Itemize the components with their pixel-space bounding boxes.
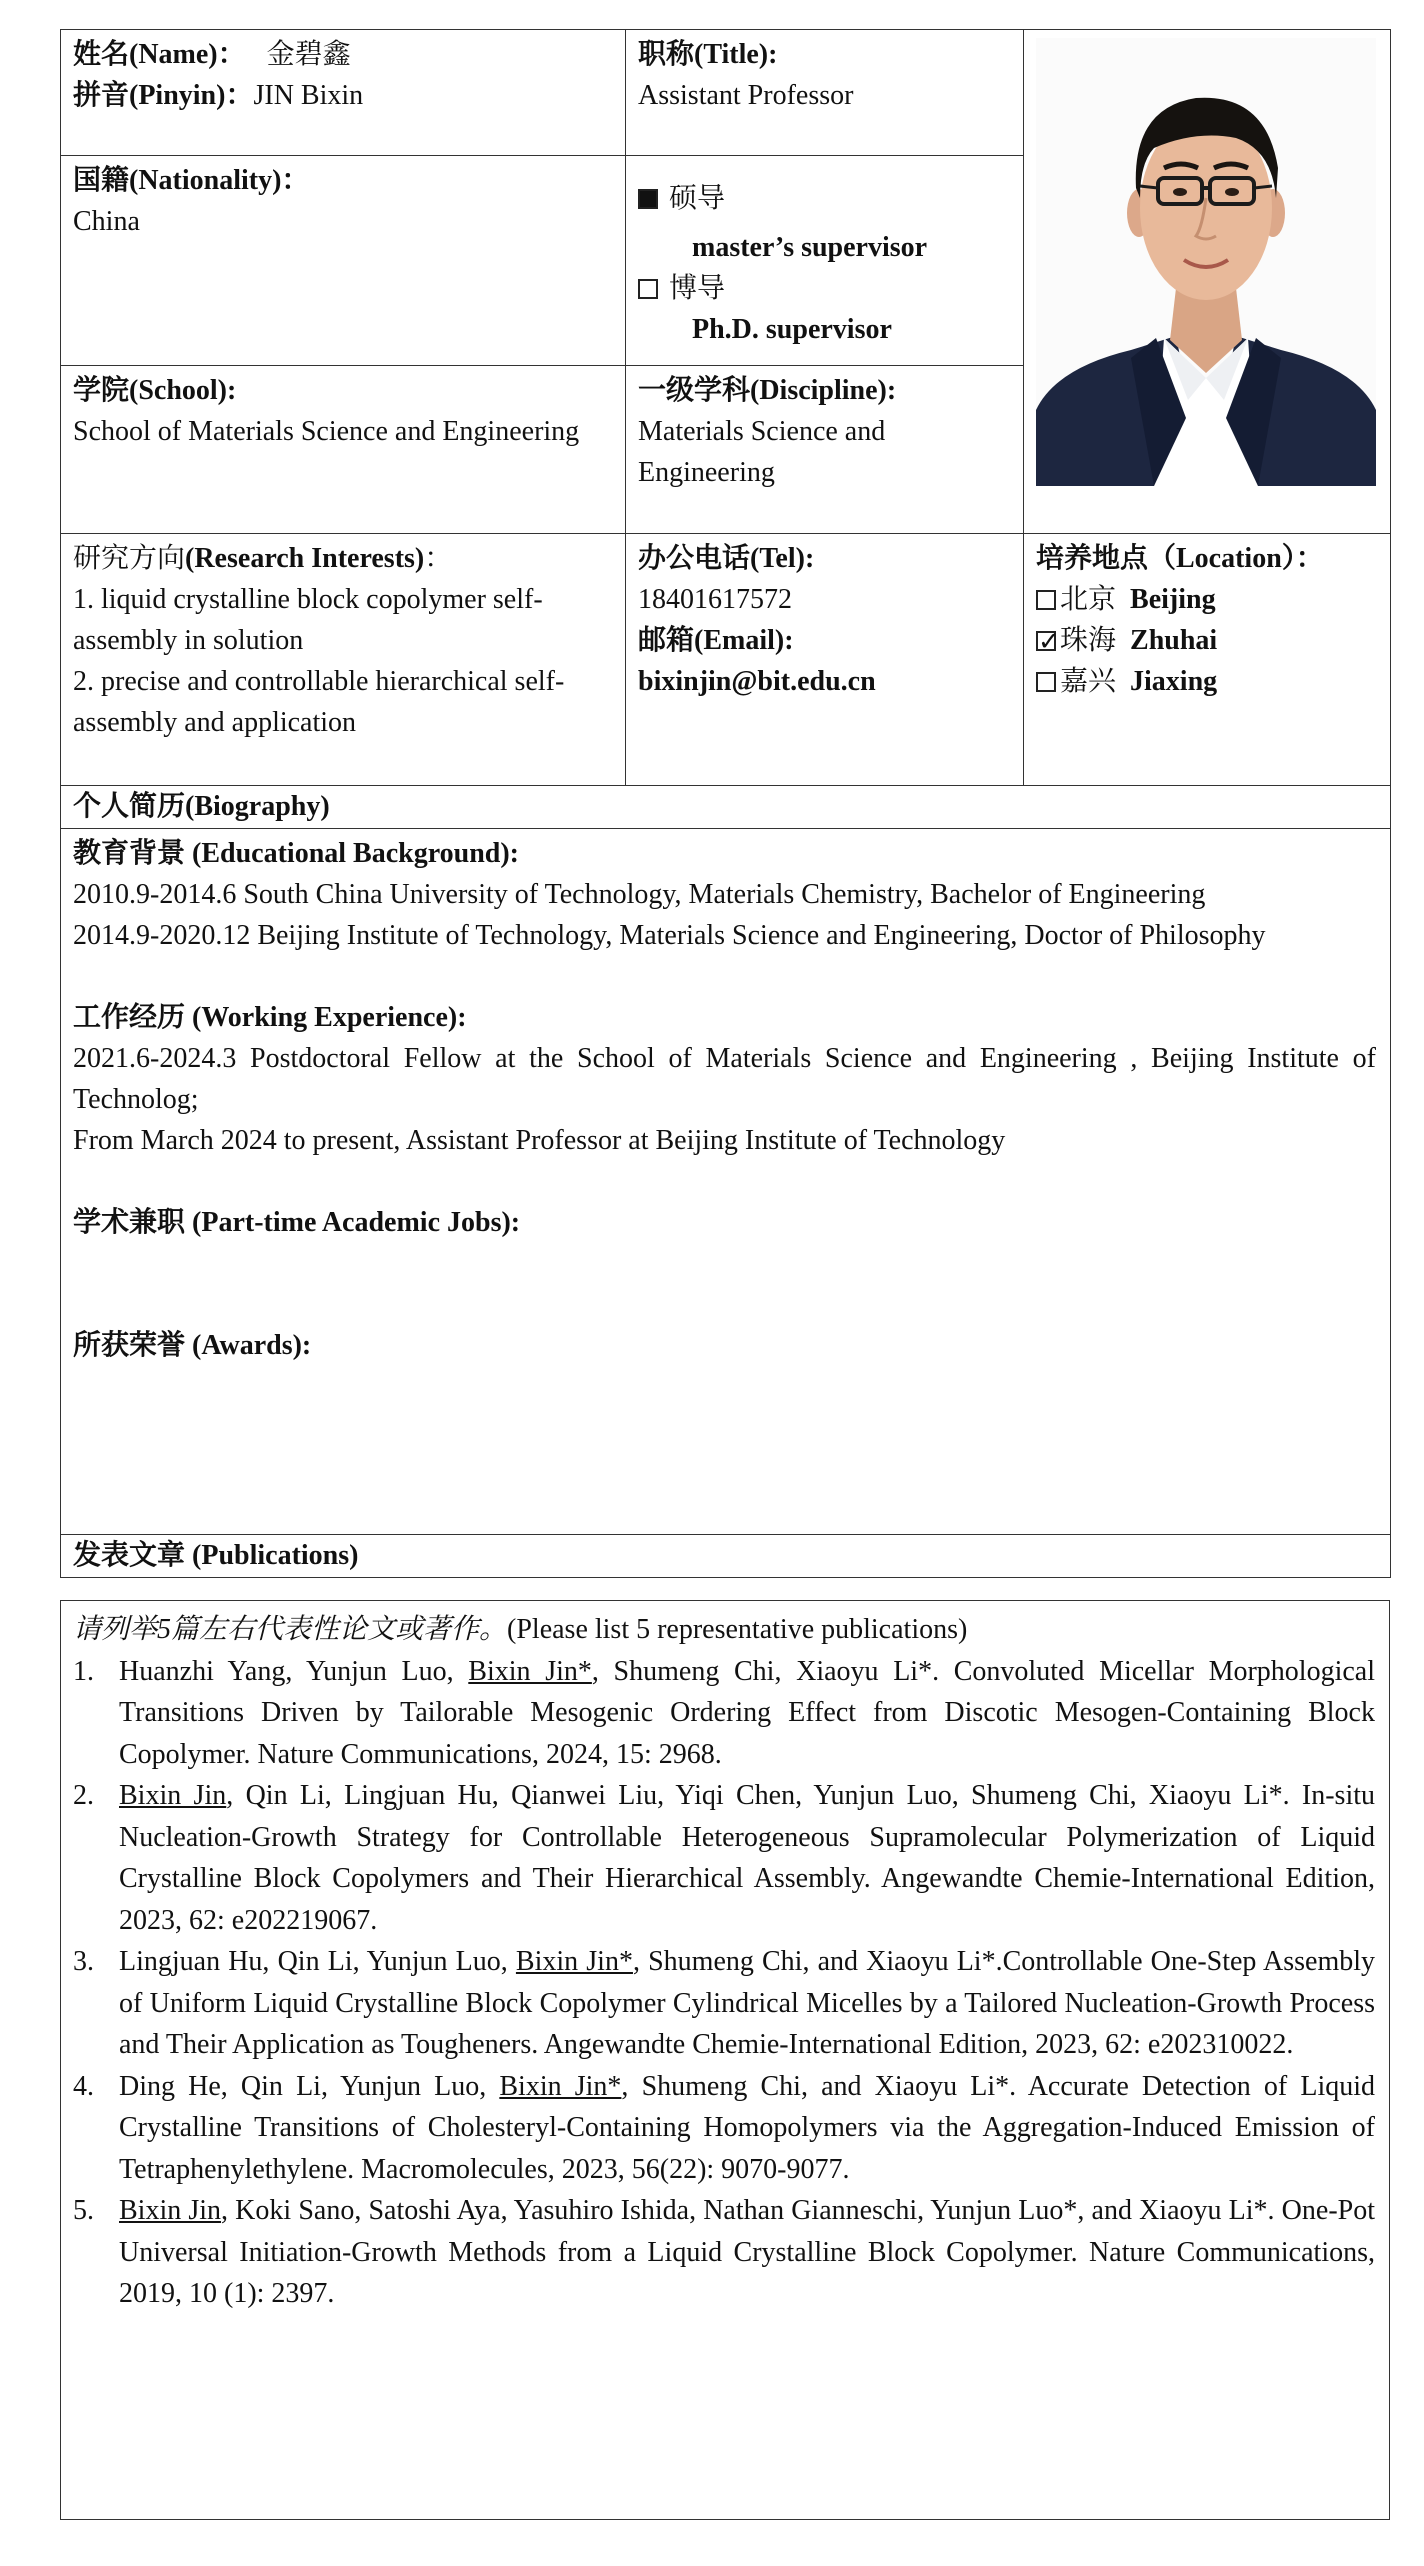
name-cell [61, 30, 626, 156]
education-heading-cn: 教育背景 [73, 838, 186, 869]
school-label: 学院(School): [73, 375, 237, 406]
pinyin-label: 拼音(Pinyin)： [73, 80, 254, 111]
work-heading-cn: 工作经历 [73, 1002, 186, 1033]
author-highlight: Bixin Jin* [499, 2070, 622, 2102]
email-label: 邮箱(Email): [638, 625, 794, 656]
master-label-cn: 硕导 [669, 183, 726, 214]
discipline-cell [626, 366, 1024, 534]
nationality-value: China [73, 206, 140, 237]
parttime-heading-en: (Part-time Academic Jobs): [192, 1207, 521, 1238]
contact-cell [626, 534, 1024, 786]
author-highlight: Bixin Jin [119, 1780, 227, 1811]
pinyin-value: JIN Bixin [253, 80, 364, 111]
author-highlight: Bixin Jin [119, 2195, 222, 2226]
publications-heading: 发表文章 (Publications) [61, 1535, 1391, 1578]
portrait-photo [1036, 38, 1376, 486]
portrait-illustration [1036, 38, 1376, 486]
publication-item: 3. Lingjuan Hu, Qin Li, Yunjun Luo, Bixin Jin*, Shumeng Chi, and Xiaoyu Li*.Controllable One-Step Assembly of Uniform Liquid Crystalline Block Copolymer Cylindrical Micelles by a Tailored Nucleation-Growth Process and Their Application as Tougheners. Angewandte Chemie-International Edition, 2023, 62: e202310022. [73, 1946, 1376, 2060]
work-item: From March 2024 to present, Assistant Professor at Beijing Institute of Technology [73, 1125, 1006, 1156]
awards-heading-cn: 所获荣誉 [73, 1330, 186, 1361]
research-label-en: (Research Interests) [185, 543, 425, 574]
checkbox-checked-icon [1036, 631, 1056, 651]
location-cell [1024, 534, 1391, 786]
email-value: bixinjin@bit.edu.cn [638, 666, 876, 697]
school-value: School of Materials Science and Engineering [73, 416, 580, 447]
supervisor-cell [626, 156, 1024, 366]
master-label-en: master’s supervisor [692, 232, 928, 263]
title-label: 职称(Title): [638, 39, 778, 70]
phd-checkbox-empty-icon [638, 279, 658, 299]
work-item: 2021.6-2024.3 Postdoctoral Fellow at the School of Materials Science and Engineering , Beijing Institute of Technolog; [73, 1043, 1376, 1115]
education-item: 2014.9-2020.12 Beijing Institute of Technology, Materials Science and Engineering, Doctor of Philosophy [73, 920, 1266, 951]
research-label-cn: 研究方向 [73, 543, 186, 574]
phd-label-en: Ph.D. supervisor [692, 314, 892, 345]
checkbox-empty-icon [1036, 672, 1056, 692]
title-value: Assistant Professor [638, 80, 854, 111]
discipline-value: Materials Science and Engineering [638, 416, 886, 488]
awards-heading-en: (Awards): [192, 1330, 312, 1361]
publication-item: 5. Bixin Jin, Koki Sano, Satoshi Aya, Yasuhiro Ishida, Nathan Gianneschi, Yunjun Luo*, and Xiaoyu Li*. One-Pot Universal Initiation-Growth Methods from a Liquid Crystalline Block Copolymer. Nature Communications, 2019, 10 (1): 2397. [73, 2195, 1375, 2309]
nationality-cell [61, 156, 626, 366]
title-cell [626, 30, 1024, 156]
tel-label: 办公电话(Tel): [638, 543, 815, 574]
location-option-jiaxing: 嘉兴 Jiaxing [1036, 661, 1376, 702]
author-highlight: Bixin Jin* [515, 1946, 633, 1977]
publication-item: 2. Bixin Jin, Qin Li, Lingjuan Hu, Qianwei Liu, Yiqi Chen, Yunjun Luo, Shumeng Chi, Xiaoyu Li*. In-situ Nucleation-Growth Strategy for Controllable Heterogeneous Supramolecular Polymerization of Liquid Crystalline Block Copolymers and Their Hierarchical Assembly. Angewandte Chemie-International Edition, 2023, 62: e202219067. [73, 1780, 1375, 1936]
education-item: 2010.9-2014.6 South China University of Technology, Materials Chemistry, Bachelor of Engineering [73, 879, 1206, 910]
master-checkbox-filled-icon [638, 189, 658, 209]
work-heading-en: (Working Experience): [192, 1002, 467, 1033]
checkbox-empty-icon [1036, 590, 1056, 610]
location-label: 培养地点（Location）： [1036, 543, 1324, 574]
research-label-colon: ： [424, 543, 453, 574]
publication-item: 1. Huanzhi Yang, Yunjun Luo, Bixin Jin*, Shumeng Chi, Xiaoyu Li*. Convoluted Micellar Morphological Transitions Driven by Tailorable Mesogenic Ordering Effect from Discotic Mesogen-Containing Block Copolymer. Nature Communications, 2024, 15: 2968. [73, 1655, 1375, 1770]
publication-item: 4. Ding He, Qin Li, Yunjun Luo, Bixin Jin*, Shumeng Chi, and Xiaoyu Li*. Accurate Detection of Liquid Crystalline Transitions of Cholesteryl-Containing Homopolymers via the Aggregation-Induced Emission of Tetraphenylethylene. Macromolecules, 2023, 56(22): 9070-9077. [73, 2070, 1375, 2185]
author-highlight: Bixin Jin* [468, 1655, 592, 1687]
research-cell [61, 534, 626, 786]
tel-value: 18401617572 [638, 584, 792, 615]
profile-table [60, 29, 1391, 1578]
research-item: 1. liquid crystalline block copolymer self-assembly in solution [73, 584, 543, 656]
name-value: 金碧鑫 [266, 39, 351, 70]
biography-heading: 个人简历(Biography) [61, 786, 1391, 829]
name-label: 姓名(Name)： [73, 39, 246, 70]
discipline-label: 一级学科(Discipline): [638, 375, 897, 406]
publications-box [60, 1600, 1390, 2520]
school-cell [61, 366, 626, 534]
photo-cell [1024, 30, 1391, 534]
phd-label-cn: 博导 [669, 273, 726, 304]
location-option-zhuhai: ✓珠海 Zhuhai [1036, 620, 1376, 661]
research-item: 2. precise and controllable hierarchical self-assembly and application [73, 666, 565, 738]
location-option-beijing: 北京 Beijing [1036, 579, 1376, 620]
nationality-label: 国籍(Nationality)： [73, 165, 310, 196]
publications-intro: 请列举5篇左右代表性论文或著作。(Please list 5 representative publications) [73, 1614, 968, 1645]
parttime-heading-cn: 学术兼职 [73, 1207, 186, 1238]
education-heading-en: (Educational Background): [192, 838, 520, 869]
biography-cell [61, 829, 1391, 1535]
